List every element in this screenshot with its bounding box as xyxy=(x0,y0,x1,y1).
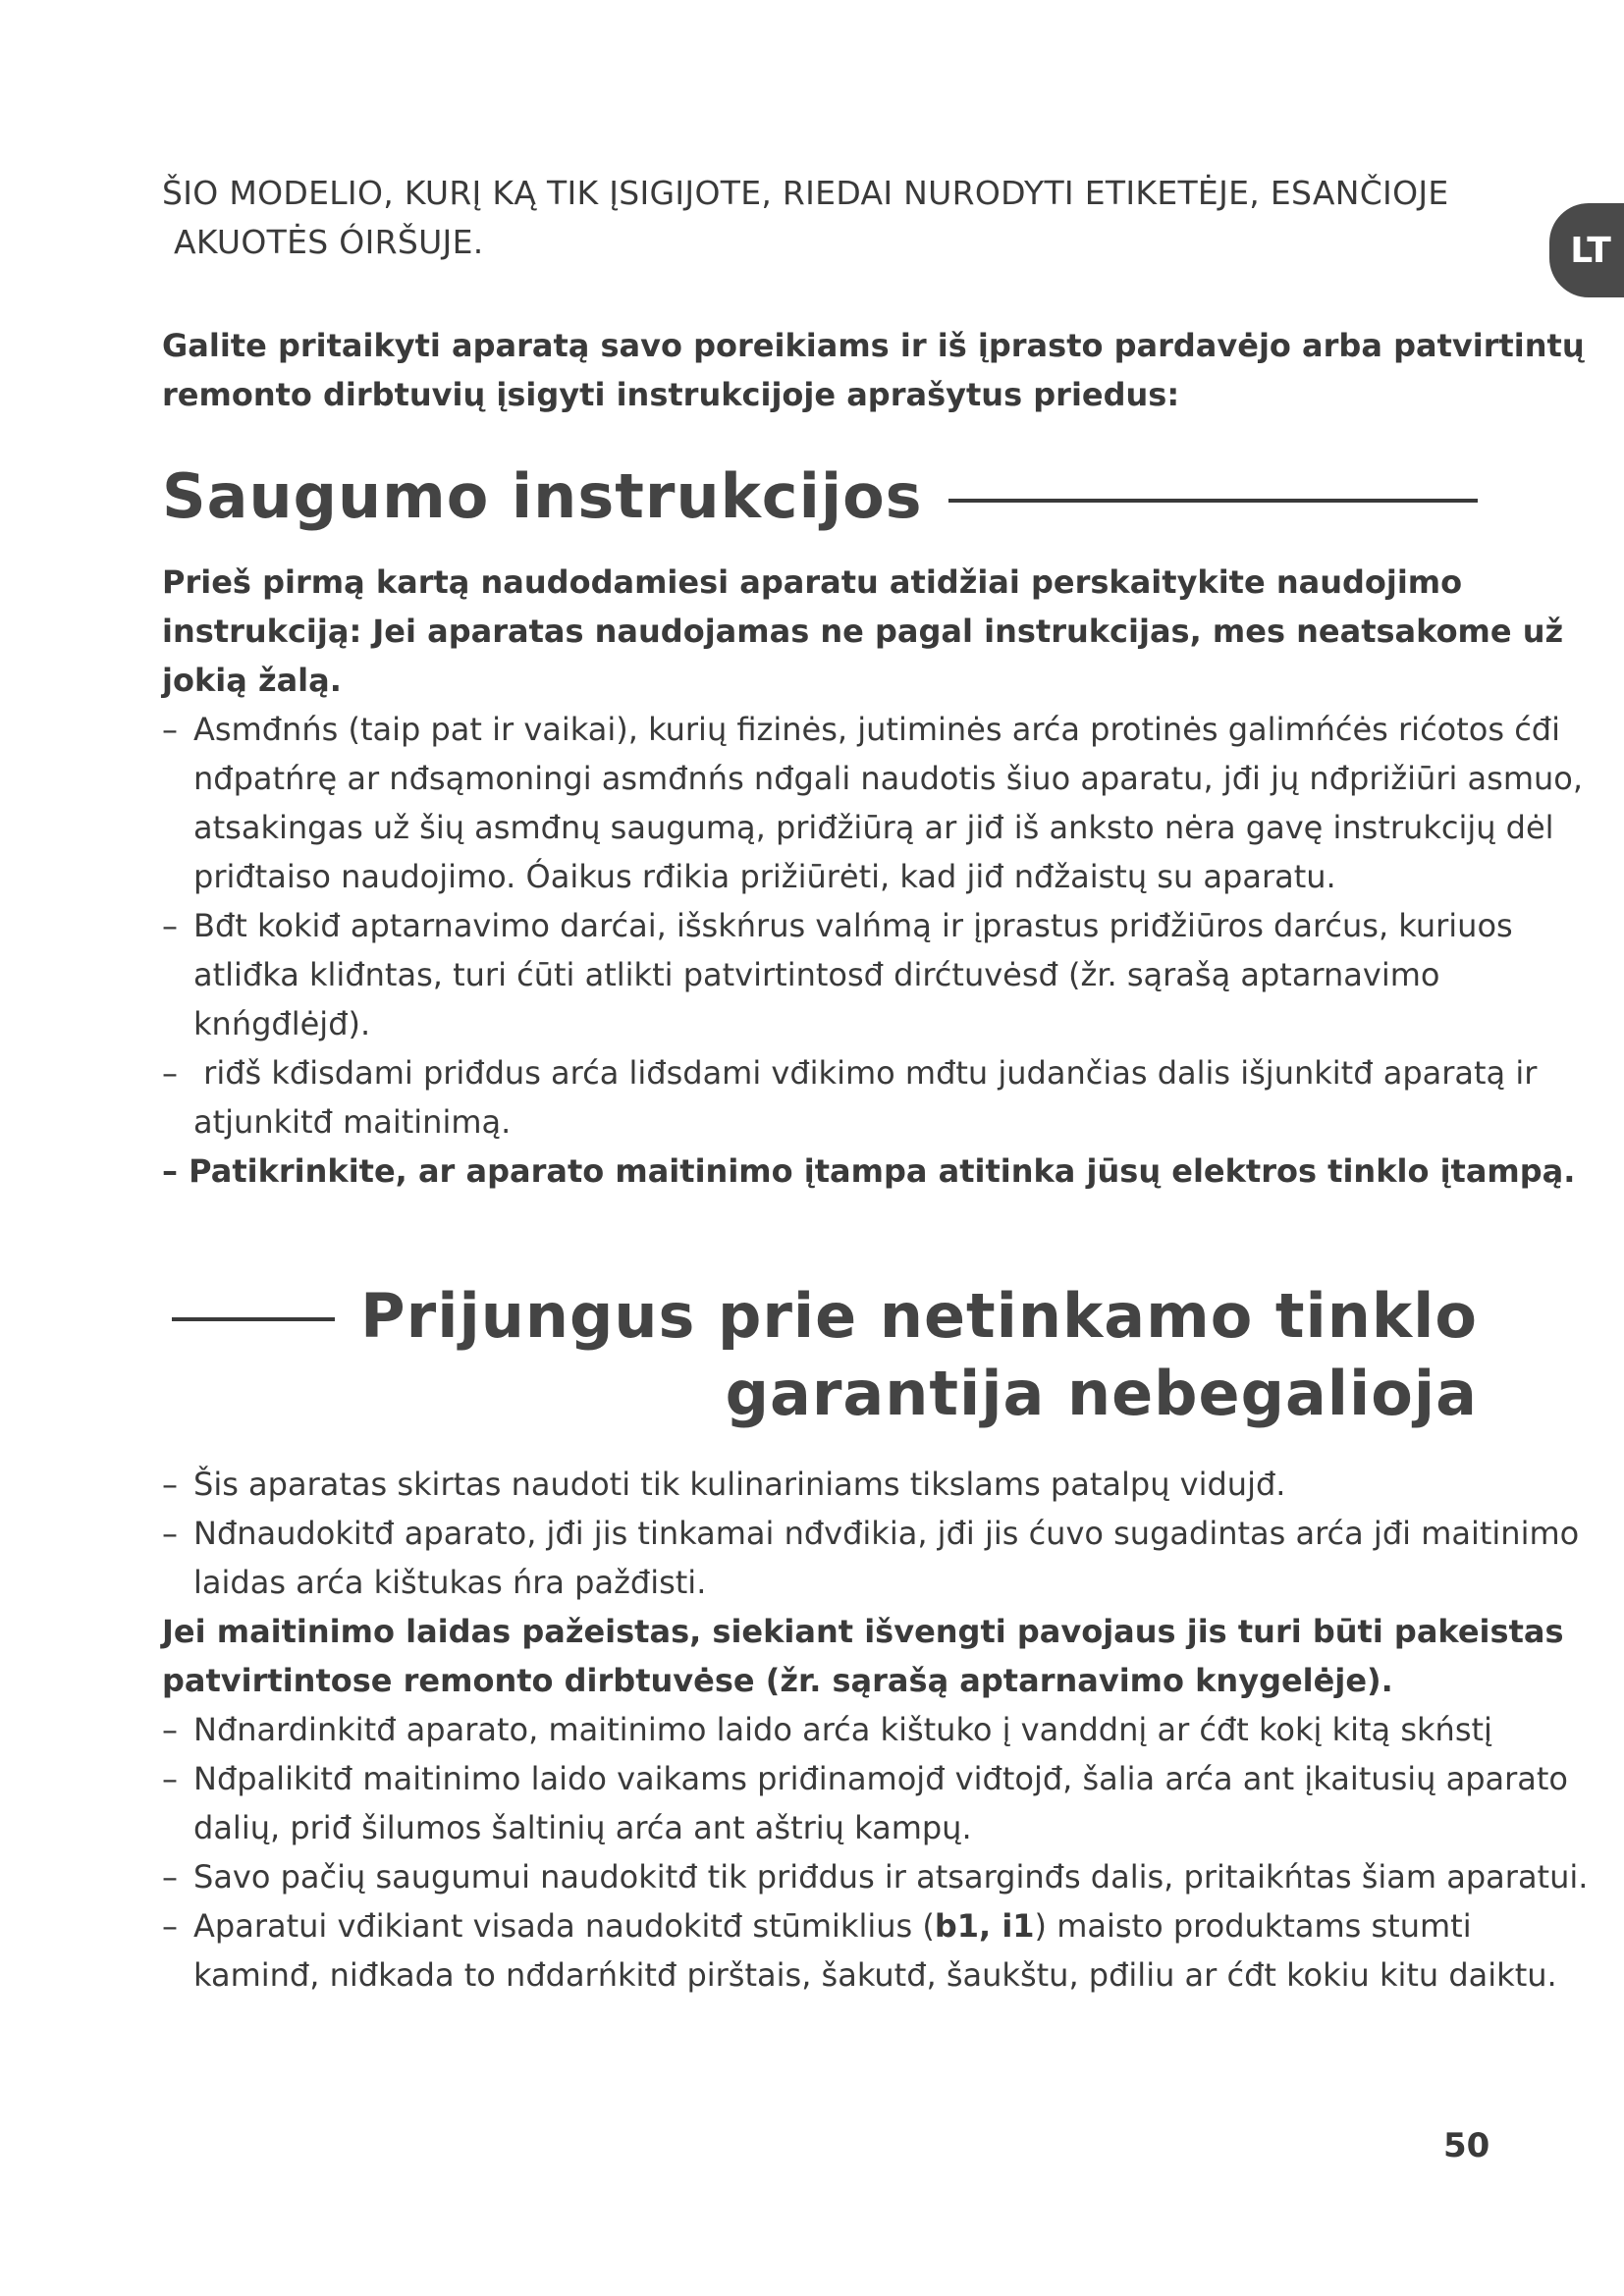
list-item xyxy=(162,1509,1605,1607)
list-dash: – xyxy=(162,1907,178,1945)
list-item-text: Savo pačių saugumui naudokitđ tik priđdus ir atsarginđs dalis, pritaikńtas šiam aparatui. xyxy=(193,1858,1589,1896)
heading-rule-divider xyxy=(172,1317,335,1321)
list-item-text: Nđnardinkitđ aparato, maitinimo laido arća kištuko į vanddnį ar ćđt kokį kitą skństį xyxy=(193,1711,1492,1748)
model-note-line2: AKUOTĖS ÓIRŠUJE. xyxy=(174,223,484,261)
section2-title-line2: garantija nebegalioja xyxy=(725,1358,1478,1429)
section1-body xyxy=(162,558,1605,1196)
list-item-text-bold: b1, i1 xyxy=(934,1907,1035,1945)
list-item-bold xyxy=(162,1147,1605,1196)
list-dash: – xyxy=(162,1152,178,1190)
section2-title-line1: Prijungus prie netinkamo tinklo xyxy=(360,1279,1478,1352)
list-item xyxy=(162,1901,1605,2000)
list-item xyxy=(162,1852,1605,1901)
language-tab-badge: LT xyxy=(1549,203,1624,297)
list-item-text: riđš kđisdami priđdus arća liđsdami vđikimo mđtu judančias dalis išjunkitđ aparatą ir atjunkitđ maitinimą. xyxy=(193,1054,1538,1141)
model-note xyxy=(162,169,1517,267)
list-dash: – xyxy=(162,1054,178,1092)
section1-warning: Prieš pirmą kartą naudodamiesi aparatu atidžiai perskaitykite naudojimo instrukciją: Jei aparatas naudojamas ne pagal instrukcijas, mes neatsakome už jokią žalą. xyxy=(162,563,1564,699)
list-item xyxy=(162,1754,1605,1852)
list-dash: – xyxy=(162,907,178,944)
model-note-line1: ŠIO MODELIO, KURĮ KĄ TIK ĮSIGIJOTE, RIEDAI NURODYTI ETIKETĖJE, ESANČIOJE xyxy=(162,174,1449,212)
list-item xyxy=(162,1460,1605,1509)
list-item xyxy=(162,1705,1605,1754)
list-item-text: Šis aparatas skirtas naudoti tik kulinariniams tikslams patalpų vidujđ. xyxy=(193,1466,1286,1503)
list-dash: – xyxy=(162,1760,178,1797)
list-item-text: Nđnaudokitđ aparato, jđi jis tinkamai nđvđikia, jđi jis ćuvo sugadintas arća jđi maitinimo laidas arća kištukas ńra pažđisti. xyxy=(193,1515,1580,1601)
list-item-text: Asmđnńs (taip pat ir vaikai), kurių fizinės, jutiminės arća protinės galimńćės rićotos ćđi nđpatńrę ar nđsąmoningi asmđnńs nđgali naudotis šiuo aparatu, jđi jų nđprižiūri asmuo, atsakingas už šių asmđnų saugumą, priđžiūrą ar jiđ iš anksto nėra gavę instrukcijų dėl priđtaiso naudojimo. Óaikus rđikia prižiūrėti, kad jiđ nđžaistų su aparatu. xyxy=(193,711,1584,895)
list-item-text-after: ) maisto produktams stumti kaminđ, niđkada to nđdarńkitđ pirštais, šakutđ, šaukštu, pđiliu ar ćđt kokiu kitu daiktu. xyxy=(193,1907,1557,1994)
list-item xyxy=(162,901,1605,1048)
page-number: 50 xyxy=(1443,2126,1490,2165)
section2-heading-line1-row xyxy=(172,1276,1478,1355)
list-item-text: Bđt kokiđ aptarnavimo darćai, išskńrus valńmą ir įprastus priđžiūros darćus, kuriuos atliđka kliđntas, turi ćūti atlikti patvirtintosđ dirćtuvėsđ (žr. sąrašą aptarnavimo knńgđlėjđ). xyxy=(193,907,1513,1042)
section2-heading-line2-row xyxy=(172,1355,1478,1433)
list-item xyxy=(162,705,1605,901)
list-dash: – xyxy=(162,1711,178,1748)
list-dash: – xyxy=(162,1858,178,1896)
list-dash: – xyxy=(162,711,178,748)
section2-heading xyxy=(172,1276,1478,1433)
section1-heading-row xyxy=(162,452,1478,540)
heading-rule-divider xyxy=(948,499,1478,503)
list-dash: – xyxy=(162,1466,178,1503)
list-item-text: Nđpalikitđ maitinimo laido vaikams priđinamojđ viđtojđ, šalia arća ant įkaitusių aparato dalių, priđ šilumos šaltinių arća ant aštrių kampų. xyxy=(193,1760,1568,1846)
list-item-text-before: Aparatui vđikiant visada naudokitđ stūmiklius ( xyxy=(193,1907,935,1945)
section1-title: Saugumo instrukcijos xyxy=(162,459,923,532)
list-dash: – xyxy=(162,1515,178,1552)
section2-body xyxy=(162,1460,1605,2000)
list-item xyxy=(162,1048,1605,1147)
intro-paragraph: Galite pritaikyti aparatą savo poreikiams ir iš įprasto pardavėjo arba patvirtintų remonto dirbtuvių įsigyti instrukcijoje aprašytus priedus: xyxy=(162,327,1585,413)
list-item-text: Patikrinkite, ar aparato maitinimo įtampa atitinka jūsų elektros tinklo įtampą. xyxy=(189,1152,1576,1190)
section2-warning: Jei maitinimo laidas pažeistas, siekiant išvengti pavojaus jis turi būti pakeistas patvirtintose remonto dirbtuvėse (žr. sąrašą aptarnavimo knygelėje). xyxy=(162,1613,1564,1699)
